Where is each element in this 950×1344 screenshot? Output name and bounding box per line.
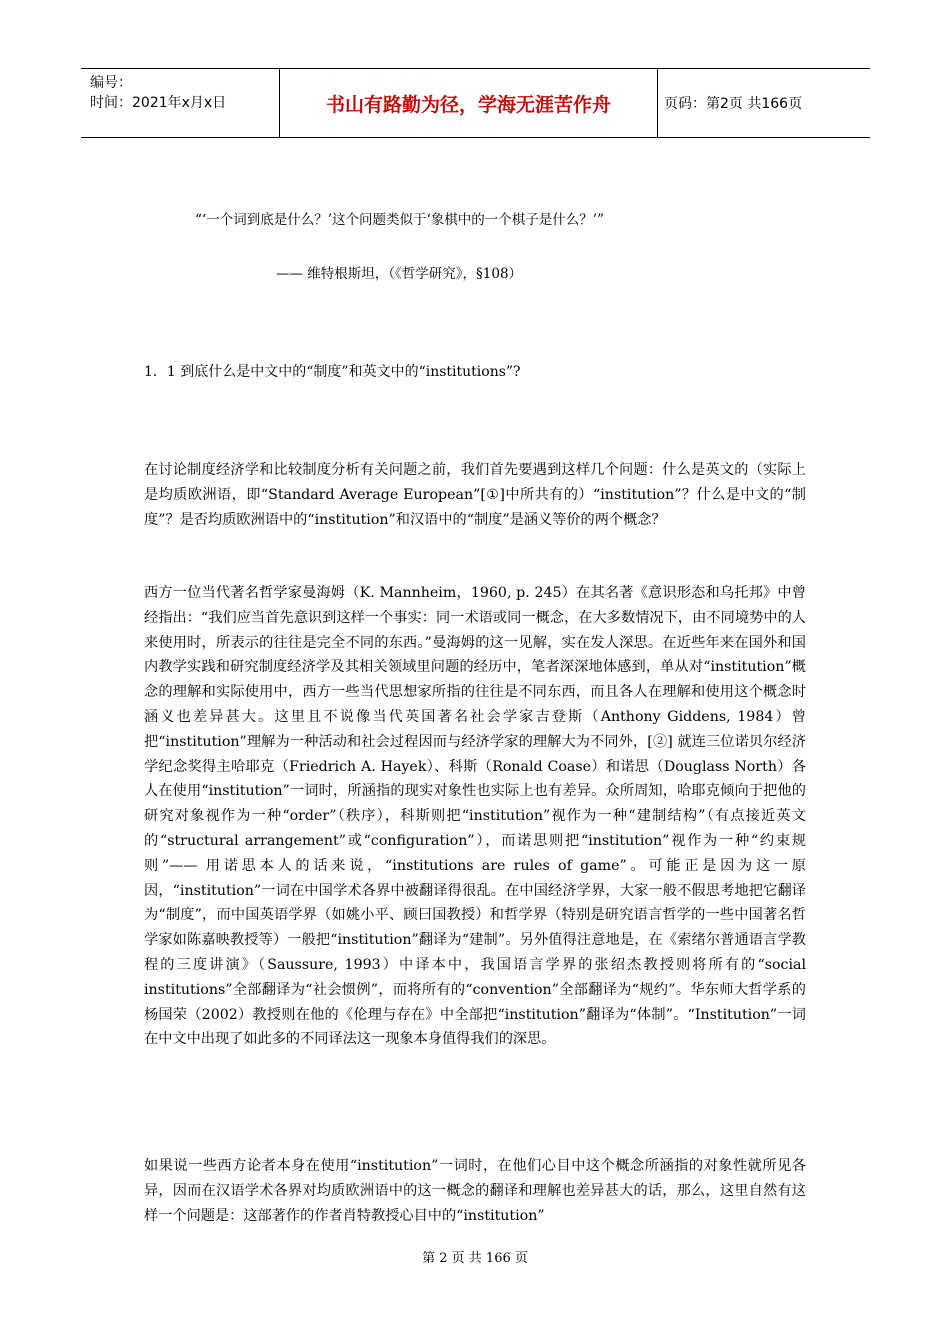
header-motto: 书山有路勤为径，学海无涯苦作舟	[280, 69, 658, 137]
header-page-label: 页码：第2页 共166页	[664, 96, 803, 112]
paragraph: 西方一位当代著名哲学家曼海姆（K. Mannheim，1960, p. 245）在其名著《意识形态和乌托邦》中曾经指出：“我们应当首先意识到这样一个事实：同一术语或同一概念，在大多数情况下，由不同境势中的人来使用时，所表示的往往是完全不同的东西。”曼海姆的这一见解，实在发人深思。在近些年来在国外和国内教学实践和研究制度经济学及其相关领域里问题的经历中，笔者深深地体感到，单从对“institution”概念的理解和实际使用中，西方一些当代思想家所指的往往是不同东西，而且各人在理解和使用这个概念时涵义也差异甚大。这里且不说像当代英国著名社会学家吉登斯（Anthony Giddens, 1984）曾把“institution”理解为一种活动和社会过程因而与经济学家的理解大为不同外，[②] 就连三位诺贝尔经济学纪念奖得主哈耶克（Friedrich A. Hayek）、科斯（Ronald Coase）和诺思（Douglass North）各人在使用“institution”一词时，所涵指的现实对象性也实际上也有差异。众所周知，哈耶克倾向于把他的研究对象视作为一种“order”（秩序），科斯则把“institution”视作为一种“建制结构”（有点接近英文的“structural arrangement”或“configuration”），而诺思则把“institution”视作为一种“约束规则”—— 用诺思本人的话来说，“institutions are rules of game”。可能正是因为这一原因，“institution”一词在中国学术各界中被翻译得很乱。在中国经济学界，大家一般不假思考地把它翻译为“制度”，而中国英语学界（如姚小平、顾曰国教授）和哲学界（特别是研究语言哲学的一些中国著名哲学家如陈嘉映教授等）一般把“institution”翻译为“建制”。另外值得注意地是，在《索绪尔普通语言学教程的三度讲演》（Saussure, 1993）中译本中，我国语言学界的张绍杰教授则将所有的“social institutions”全部翻译为“社会惯例”，而将所有的“convention”全部翻译为“规约”。华东师大哲学系的杨国荣（2002）教授则在他的《伦理与存在》中全部把“institution”翻译为“体制”。“Institution”一词在中文中出现了如此多的不同译法这一现象本身值得我们的深思。	[144, 585, 806, 1048]
date-label: 时间：2021年x月x日	[90, 95, 227, 111]
number-label: 编号：	[90, 75, 132, 91]
epigraph-quote: “‘一个词到底是什么？’这个问题类似于‘象棋中的一个棋子是什么？’”	[195, 212, 604, 228]
page-header	[81, 68, 870, 138]
header-meta	[81, 69, 280, 137]
epigraph-attribution: —— 维特根斯坦，（《哲学研究》，§108）	[276, 266, 523, 282]
page-footer: 第 2 页 共 166 页	[422, 1251, 528, 1266]
section-title: 1．1 到底什么是中文中的“制度”和英文中的“institutions”?	[144, 364, 521, 380]
paragraph: 如果说一些西方论者本身在使用“institution”一词时，在他们心目中这个概念所涵指的对象性就所见各异，因而在汉语学术各界对均质欧洲语中的这一概念的翻译和理解也差异甚大的话，那么，这里自然有这样一个问题是：这部著作的作者肖特教授心目中的“institution”	[144, 1158, 806, 1224]
paragraph: 在讨论制度经济学和比较制度分析有关问题之前，我们首先要遇到这样几个问题：什么是英文的（实际上是均质欧洲语，即“Standard Average European”[①]中所共有的）“institution”？什么是中文的“制度”？是否均质欧洲语中的“institution”和汉语中的“制度”是涵义等价的两个概念？	[144, 462, 806, 528]
